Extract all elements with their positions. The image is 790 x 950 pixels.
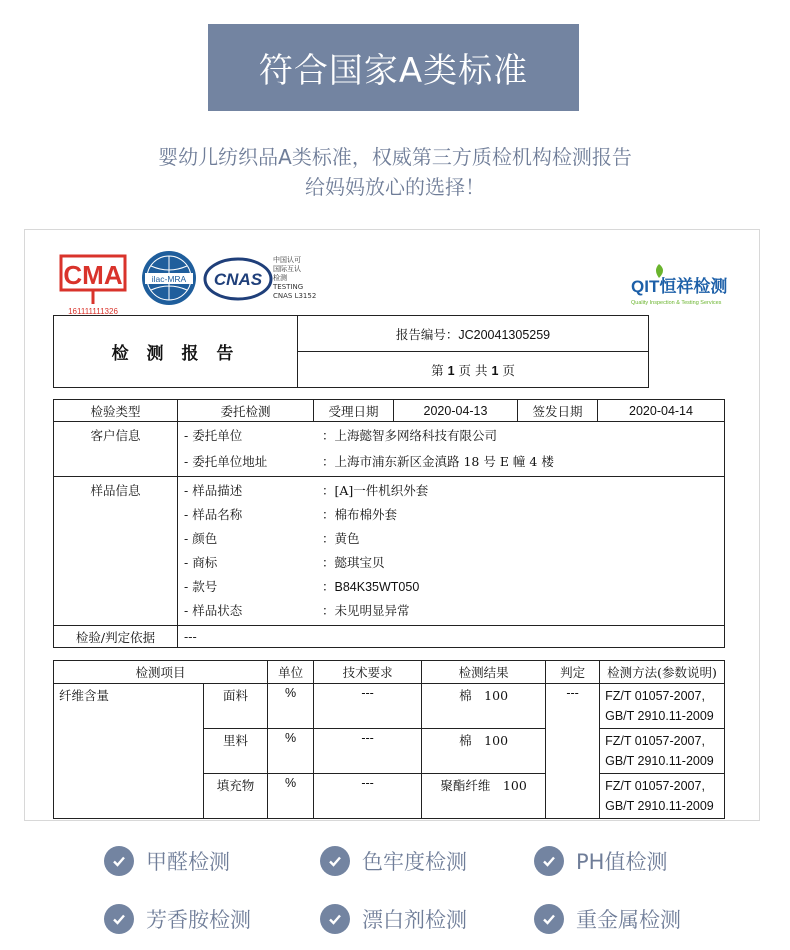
intro-line-2: 给妈妈放心的选择！ (305, 175, 485, 199)
test-unit: % (268, 729, 314, 774)
check-item-aromatic-amine: 芳香胺检测 (104, 904, 251, 934)
banner-title: 符合国家A类标准 (258, 51, 529, 91)
check-circle-icon (534, 846, 564, 876)
basis-label: 检验/判定依据 (54, 626, 178, 648)
check-item-color-fastness: 色牢度检测 (320, 846, 467, 876)
check-circle-icon (104, 904, 134, 934)
ilac-mra-logo (139, 248, 199, 308)
test-item: 纤维含量 (54, 684, 204, 819)
basis-value: --- (178, 626, 725, 648)
receive-date-label: 受理日期 (314, 400, 394, 422)
test-method: FZ/T 01057-2007, GB/T 2910.11-2009 (600, 774, 725, 819)
test-method: FZ/T 01057-2007, GB/T 2910.11-2009 (600, 684, 725, 729)
sample-info (178, 477, 725, 626)
test-report (24, 229, 760, 821)
qit-sub: Quality Inspection & Testing Services (631, 300, 722, 306)
cnas-text: CNAS (213, 270, 263, 289)
inspection-type-label: 检验类型 (54, 400, 178, 422)
report-page-cell: 第 1 页 共 1 页 (298, 352, 649, 388)
report-number: JC20041305259 (458, 327, 551, 342)
check-circle-icon (104, 846, 134, 876)
intro-text (0, 142, 790, 202)
report-number-cell: 报告编号：JC20041305259 (298, 316, 649, 352)
qit-logo (629, 260, 749, 310)
check-circle-icon (534, 904, 564, 934)
test-result: 棉 100 (422, 729, 546, 774)
issue-date-label: 签发日期 (518, 400, 598, 422)
test-requirement: --- (314, 729, 422, 774)
test-method: FZ/T 01057-2007, GB/T 2910.11-2009 (600, 729, 725, 774)
test-unit: % (268, 774, 314, 819)
test-part: 填充物 (204, 774, 268, 819)
cnas-logo (203, 254, 273, 304)
intro-line-1: 婴幼儿纺织品A类标准，权威第三方质检机构检测报告 (158, 145, 632, 169)
cnas-note: 中国认可 国际互认 检测 TESTING CNAS L3152 (273, 256, 317, 300)
test-requirement: --- (314, 774, 422, 819)
col-header-unit: 单位 (268, 661, 314, 684)
issue-date: 2020-04-14 (598, 400, 725, 422)
report-title: 检 测 报 告 (54, 316, 298, 388)
col-header-item: 检测项目 (54, 661, 268, 684)
sample-row: - 样品描述 ：[A]一件机织外套 - 样品名称 ：棉布棉外套 - 颜色 ：黄色 - 商标 ：懿琪宝贝 - 款号 ：B84K35WT050 - 样品状态 ：未见明显异常 (184, 483, 429, 618)
col-header-method: 检测方法(参数说明) (600, 661, 725, 684)
cma-text: CMA (63, 260, 123, 290)
test-unit: % (268, 684, 314, 729)
test-requirement: --- (314, 684, 422, 729)
col-header-result: 检测结果 (422, 661, 546, 684)
customer-row: - 委托单位地址 ：上海市浦东新区金滇路 18 号 E 幢 4 楼 (184, 454, 554, 469)
check-circle-icon (320, 846, 350, 876)
sample-info-table (53, 399, 725, 648)
test-result: 聚酯纤维 100 (422, 774, 546, 819)
test-result: 棉 100 (422, 684, 546, 729)
table-row (54, 684, 725, 729)
inspection-type-value: 委托检测 (178, 400, 314, 422)
receive-date: 2020-04-13 (394, 400, 518, 422)
report-header-table (53, 315, 649, 388)
test-part: 里料 (204, 729, 268, 774)
check-circle-icon (320, 904, 350, 934)
qit-brand: QIT恒祥检测 (631, 277, 728, 296)
customer-row: - 委托单位 ：上海懿智多网络科技有限公司 (184, 428, 498, 443)
check-item-ph: PH值检测 (534, 846, 667, 876)
customer-info (178, 422, 725, 477)
sample-info-label: 样品信息 (54, 477, 178, 626)
col-header-requirement: 技术要求 (314, 661, 422, 684)
inspection-checklist (0, 836, 790, 946)
test-part: 面料 (204, 684, 268, 729)
check-item-formaldehyde: 甲醛检测 (104, 846, 230, 876)
test-header-row (54, 661, 725, 684)
col-header-verdict: 判定 (546, 661, 600, 684)
cma-number: 161111111326 (68, 307, 118, 316)
certification-logos (51, 248, 751, 318)
test-verdict: --- (546, 684, 600, 819)
ilac-text: ilac-MRA (151, 274, 187, 284)
cma-logo (55, 250, 131, 316)
title-banner (208, 24, 579, 111)
check-item-heavy-metal: 重金属检测 (534, 904, 681, 934)
customer-info-label: 客户信息 (54, 422, 178, 477)
check-item-bleach: 漂白剂检测 (320, 904, 467, 934)
test-results-table (53, 660, 725, 819)
